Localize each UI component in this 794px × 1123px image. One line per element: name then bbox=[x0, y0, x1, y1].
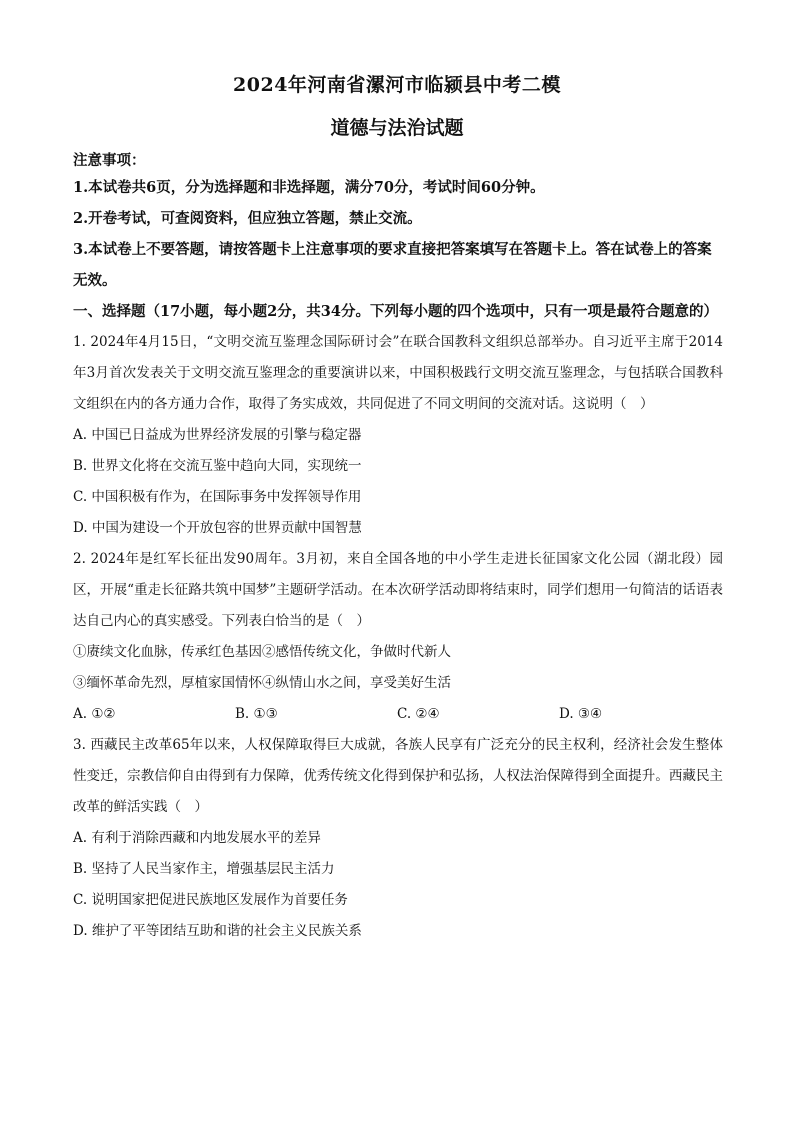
option-c: C. ②④ bbox=[397, 706, 440, 722]
exam-title: 2024年河南省漯河市临颍县中考二模 bbox=[233, 74, 561, 96]
option-d: D. ③④ bbox=[559, 706, 603, 722]
option-b: B. 坚持了人民当家作主，增强基层民主活力 bbox=[73, 861, 335, 877]
notice-item-2: 2.开卷考试，可查阅资料，但应独立答题，禁止交流。 bbox=[73, 210, 422, 227]
question-stem: 3. 西藏民主改革65年以来，人权保障取得巨大成就，各族人民享有广泛充分的民主权利，经济社会发生整体性变迁，宗教信仰自由得到有力保障，优秀传统文化得到保护和弘扬，人权法治保障得到全面提升。西藏民主改革的鲜活实践（ ） bbox=[73, 737, 723, 815]
option-a: A. 中国已日益成为世界经济发展的引擎与稳定器 bbox=[73, 427, 362, 443]
notice-title: 注意事项： bbox=[73, 152, 146, 169]
statement-line-2: ③缅怀革命先烈，厚植家国情怀④纵情山水之间，享受美好生活 bbox=[73, 675, 451, 691]
question-1 bbox=[73, 327, 723, 544]
exam-content bbox=[73, 148, 723, 947]
question-stem: 2. 2024年是红军长征出发90周年。3月初，来自全国各地的中小学生走进长征国家文化公园（湖北段）园区，开展“重走长征路共筑中国梦”主题研学活动。在本次研学活动即将结束时，同学们想用一句简洁的话语表达自己内心的真实感受。下列表白恰当的是（ ） bbox=[73, 551, 723, 629]
option-d: D. 中国为建设一个开放包容的世界贡献中国智慧 bbox=[73, 520, 362, 536]
option-row bbox=[73, 699, 723, 730]
question-stem: 1. 2024年4月15日，“文明交流互鉴理念国际研讨会”在联合国教科文组织总部举办。自习近平主席于2014年3月首次发表关于文明交流互鉴理念的重要演讲以来，中国积极践行文明交流互鉴理念，与包括联合国教科文组织在内的各方通力合作，取得了务实成效，共同促进了不同文明间的交流对话。这说明（ ） bbox=[73, 334, 723, 412]
option-b: B. 世界文化将在交流互鉴中趋向大同，实现统一 bbox=[73, 458, 362, 474]
question-3 bbox=[73, 730, 723, 947]
notice-item-3: 3.本试卷上不要答题，请按答题卡上注意事项的要求直接把答案填写在答题卡上。答在试卷上的答案无效。 bbox=[73, 241, 712, 289]
exam-subtitle: 道德与法治试题 bbox=[330, 117, 464, 139]
option-a: A. ①② bbox=[73, 706, 116, 722]
notice-item-1: 1.本试卷共6页，分为选择题和非选择题，满分70分，考试时间60分钟。 bbox=[73, 179, 545, 196]
option-d: D. 维护了平等团结互助和谐的社会主义民族关系 bbox=[73, 923, 362, 939]
option-a: A. 有利于消除西藏和内地发展水平的差异 bbox=[73, 830, 321, 846]
section-title: 一、选择题（17小题，每小题2分，共34分。下列每小题的四个选项中，只有一项是最符合题意的） bbox=[73, 303, 718, 320]
option-b: B. ①③ bbox=[235, 706, 278, 722]
option-c: C. 说明国家把促进民族地区发展作为首要任务 bbox=[73, 892, 348, 908]
option-c: C. 中国积极有作为，在国际事务中发挥领导作用 bbox=[73, 489, 362, 505]
statement-line-1: ①赓续文化血脉，传承红色基因②感悟传统文化，争做时代新人 bbox=[73, 644, 451, 660]
question-2 bbox=[73, 544, 723, 730]
